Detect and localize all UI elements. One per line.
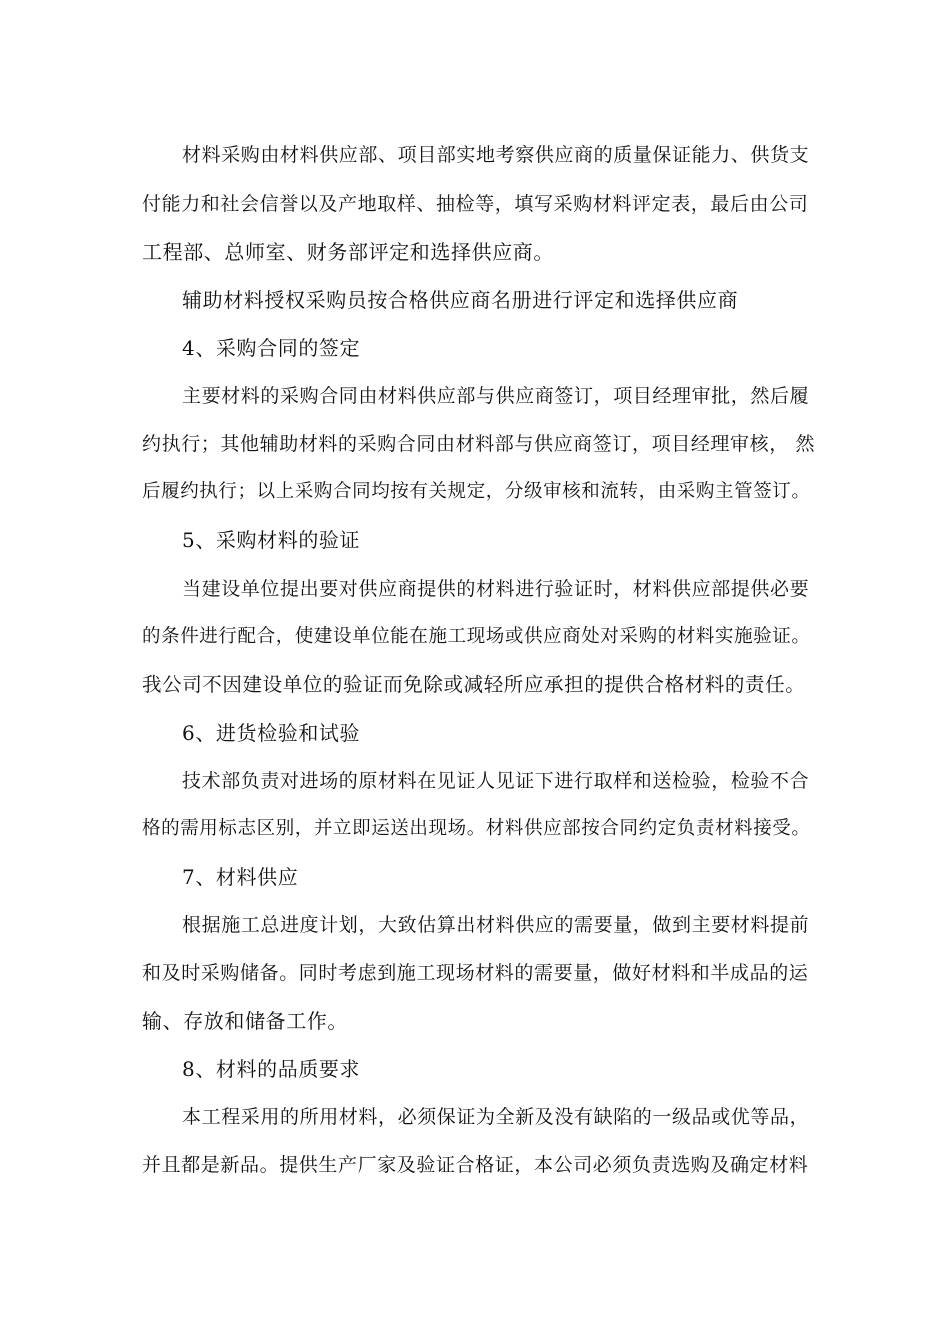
paragraph-line: 技术部负责对进场的原材料在见证人见证下进行取样和送检验，检验不合 xyxy=(182,770,810,792)
paragraph-line: 材料采购由材料供应部、项目部实地考察供应商的质量保证能力、供货支 xyxy=(182,144,810,166)
paragraph-line: 和及时采购储备。同时考虑到施工现场材料的需要量，做好材料和半成品的运 xyxy=(142,962,809,984)
section-heading: 8、材料的品质要求 xyxy=(182,1057,361,1081)
section-heading: 5、采购材料的验证 xyxy=(182,528,361,552)
paragraph-line: 根据施工总进度计划，大致估算出材料供应的需要量，做到主要材料提前 xyxy=(182,914,810,936)
paragraph-line: 本工程采用的所用材料，必须保证为全新及没有缺陷的一级品或优等品， xyxy=(182,1106,810,1128)
paragraph-line: 付能力和社会信誉以及产地取样、抽检等，填写采购材料评定表，最后由公司 xyxy=(142,193,809,215)
paragraph-line: 辅助材料授权采购员按合格供应商名册进行评定和选择供应商 xyxy=(182,288,739,312)
paragraph-line: 的条件进行配合，使建设单位能在施工现场或供应商处对采购的材料实施验证。 xyxy=(142,626,811,647)
paragraph-line: 并且都是新品。提供生产厂家及验证合格证，本公司必须负责选购及确定材料 xyxy=(142,1154,809,1176)
paragraph-line: 当建设单位提出要对供应商提供的材料进行验证时，材料供应部提供必要 xyxy=(182,578,810,600)
paragraph-line: 工程部、总师室、财务部评定和选择供应商。 xyxy=(142,240,554,264)
paragraph-line: 约执行；其他辅助材料的采购合同由材料部与供应商签订，项目经理审核， 然 xyxy=(142,433,816,455)
paragraph-line: 主要材料的采购合同由材料供应部与供应商签订，项目经理审批，然后履 xyxy=(182,385,810,407)
paragraph-line: 输、存放和储备工作。 xyxy=(142,1009,348,1033)
section-heading: 7、材料供应 xyxy=(182,865,299,889)
section-heading: 6、进货检验和试验 xyxy=(182,721,361,745)
paragraph-line: 我公司不因建设单位的验证而免除或减轻所应承担的提供合格材料的责任。 xyxy=(142,673,806,696)
paragraph-line: 格的需用标志区别，并立即运送出现场。材料供应部按合同约定负责材料接受。 xyxy=(142,818,811,839)
section-heading: 4、采购合同的签定 xyxy=(182,336,361,360)
paragraph-line: 后履约执行；以上采购合同均按有关规定，分级审核和流转，由采购主管签订。 xyxy=(142,481,811,502)
